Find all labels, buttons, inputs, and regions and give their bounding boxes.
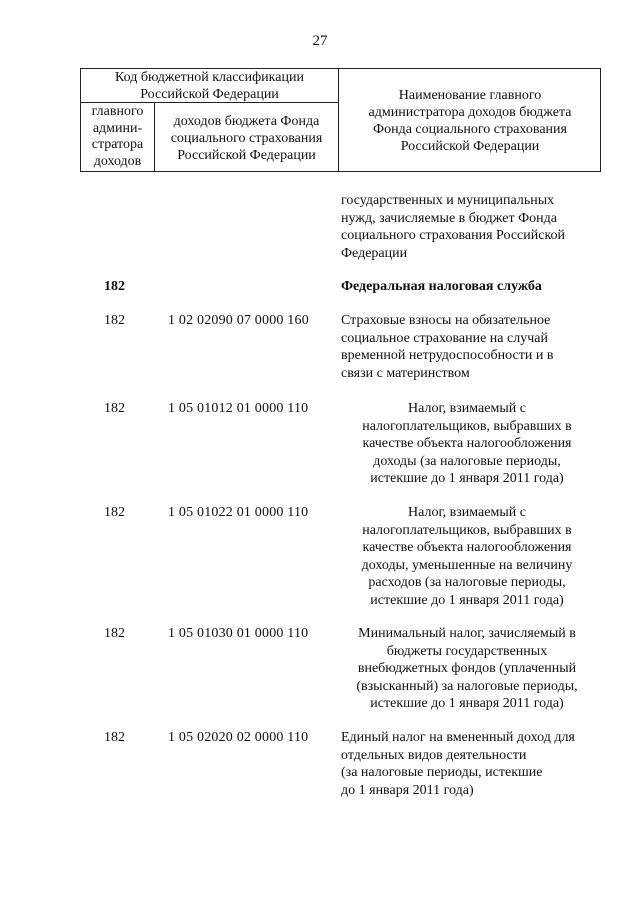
text-line: (за налоговые периоды, истекшие [341, 765, 543, 780]
text-line: государственных и муниципальных [341, 193, 555, 208]
income-name [341, 729, 593, 799]
text-line: качестве объекта налогообложения [362, 436, 572, 451]
header-line: Фонда социального страхования [373, 122, 567, 137]
income-code: 1 05 01022 01 0000 110 [168, 505, 309, 520]
text-line: социального страхования Российской [341, 228, 566, 243]
income-name [341, 400, 593, 488]
admin-code: 182 [104, 279, 125, 294]
text-line: доходы (за налоговые периоды, [373, 453, 561, 469]
page-number: 27 [312, 33, 328, 49]
header-line: стратора [91, 137, 144, 152]
text-line: связи с материнством [341, 365, 470, 381]
income-name [341, 625, 593, 713]
header-line: Российской Федерации [177, 148, 316, 163]
text-line: Страховые взносы на обязательное [341, 313, 551, 328]
text-line: отдельных видов деятельности [341, 747, 527, 763]
table-header [80, 68, 601, 172]
header-line: Российской Федерации [140, 87, 279, 102]
text-line: социальное страхование на случай [341, 330, 548, 346]
header-line: доходов бюджета Фонда [173, 114, 320, 129]
header-line: доходов [93, 153, 142, 169]
text-line: истекшие до 1 января 2011 года) [370, 696, 564, 711]
income-code: 1 05 02020 02 0000 110 [168, 730, 309, 745]
text-line: истекшие до 1 января 2011 года) [370, 592, 564, 608]
income-code: 1 02 02090 07 0000 160 [168, 313, 309, 328]
admin-code: 182 [104, 401, 125, 416]
text-line: бюджеты государственных [386, 643, 548, 659]
text-line: внебюджетных фондов (уплаченный [357, 661, 577, 676]
continuation-text [341, 192, 591, 262]
text-line: качестве объекта налогообложения [362, 540, 572, 555]
header-code-group [81, 69, 339, 103]
text-line: до 1 января 2011 года) [341, 782, 474, 798]
text-line: временной нетрудоспособности и в [341, 348, 554, 363]
text-line: доходы, уменьшенные на величину [361, 557, 573, 573]
header-line: Код бюджетной классификации [115, 70, 304, 85]
admin-code: 182 [104, 505, 125, 520]
text-line: истекшие до 1 января 2011 года) [370, 471, 564, 486]
income-code: 1 05 01030 01 0000 110 [168, 626, 309, 641]
text-line: Налог, взимаемый с [408, 505, 526, 520]
admin-code: 182 [104, 730, 125, 745]
text-line: Федерации [341, 245, 408, 261]
text-line: Налог, взимаемый с [408, 401, 526, 416]
text-line: нужд, зачисляемые в бюджет Фонда [341, 210, 557, 226]
income-code: 1 05 01012 01 0000 110 [168, 401, 309, 416]
text-line: налогоплательщиков, выбравших в [362, 522, 572, 538]
administrator-name [341, 278, 593, 296]
text-line: расходов (за налоговые периоды, [368, 575, 566, 590]
text-line: налогоплательщиков, выбравших в [362, 418, 572, 434]
income-name [341, 312, 593, 382]
text-line: Федеральная налоговая служба [341, 279, 542, 294]
header-col-admin [81, 103, 155, 172]
header-line: социального страхования [170, 131, 323, 146]
header-col-income [155, 103, 339, 172]
income-name [341, 504, 593, 609]
text-line: Минимальный налог, зачисляемый в [358, 626, 576, 641]
admin-code: 182 [104, 313, 125, 328]
header-line: главного [91, 104, 144, 119]
admin-code: 182 [104, 626, 125, 641]
header-col-name [339, 69, 601, 171]
text-line: (взысканный) за налоговые периоды, [356, 678, 578, 694]
header-line: администратора доходов бюджета [368, 105, 572, 120]
text-line: Единый налог на вмененный доход для [341, 730, 575, 745]
header-line: админи- [92, 120, 143, 136]
header-line: Наименование главного [398, 88, 542, 103]
header-line: Российской Федерации [400, 139, 540, 154]
